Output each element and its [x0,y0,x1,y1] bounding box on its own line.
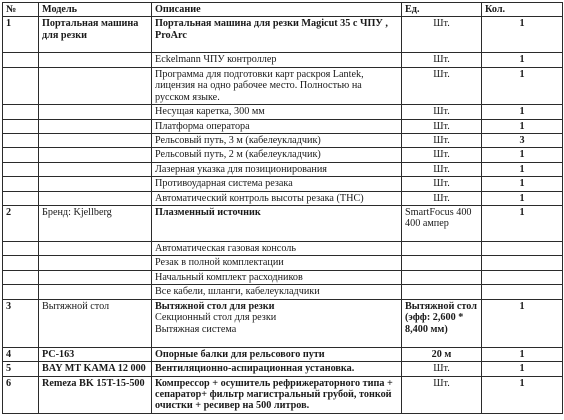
row-qty: 1 [482,177,563,191]
table-row [3,148,563,162]
row-qty [482,270,563,284]
table-row [3,191,563,205]
row-description: Eckelmann ЧПУ контроллер [152,53,402,67]
row-description: Компрессор + осушитель рефрижераторного типа + сепаратор+ фильтр магистральный грубой, тонкой очистки + ресивер на 500 литров. [152,376,402,413]
row-description: Автоматическая газовая консоль [152,242,402,256]
row-no: 3 [3,299,39,347]
row-qty: 1 [482,148,563,162]
table-row [3,270,563,284]
row-no: 2 [3,206,39,242]
row-model [39,285,152,299]
table-row [3,242,563,256]
row-model [39,133,152,147]
row-description: Все кабели, шланги, кабелеукладчики [152,285,402,299]
row-qty: 1 [482,191,563,205]
header-unit: Ед. [402,3,482,17]
row-no [3,162,39,176]
row-unit: Шт. [402,362,482,376]
row-description-title: Вытяжной стол для резки [155,300,275,312]
row-model [39,177,152,191]
table-row [3,162,563,176]
row-description [152,299,402,347]
row-unit: Шт. [402,376,482,413]
header-qty: Кол. [482,3,563,17]
row-unit: Шт. [402,133,482,147]
table-row [3,53,563,67]
table-header-row [3,3,563,17]
row-unit: Шт. [402,162,482,176]
row-qty [482,242,563,256]
row-no [3,105,39,119]
row-unit [402,256,482,270]
row-unit [402,285,482,299]
row-model: Портальная машина для резки [39,17,152,53]
table-row [3,256,563,270]
row-unit: Шт. [402,105,482,119]
table-row [3,105,563,119]
row-no [3,256,39,270]
row-model: PC-163 [39,347,152,361]
row-description: Автоматический контроль высоты резака (THC) [152,191,402,205]
header-description: Описание [152,3,402,17]
table-row [3,17,563,53]
row-qty: 1 [482,17,563,53]
row-description: Портальная машина для резки Magicut 35 с ЧПУ , ProArc [152,17,402,53]
row-model [39,148,152,162]
row-unit: Шт. [402,119,482,133]
row-no [3,148,39,162]
table-row [3,376,563,413]
row-description: Опорные балки для рельсового пути [152,347,402,361]
row-qty: 1 [482,362,563,376]
row-qty: 1 [482,53,563,67]
row-model [39,119,152,133]
row-description: Лазерная указка для позиционирования [152,162,402,176]
row-unit: Шт. [402,53,482,67]
row-unit: SmartFocus 400 400 ампер [402,206,482,242]
equipment-spec-table [2,2,563,414]
row-description: Несущая каретка, 300 мм [152,105,402,119]
row-model [39,191,152,205]
row-no [3,285,39,299]
table-row [3,67,563,104]
row-model: Вытяжной стол [39,299,152,347]
header-no: № [3,3,39,17]
table-row [3,347,563,361]
row-description: Рельсовый путь, 3 м (кабелеукладчик) [152,133,402,147]
table-row [3,119,563,133]
row-description-extra: Секционный стол для резки Вытяжная система [155,312,277,335]
table-row [3,362,563,376]
row-unit: Шт. [402,177,482,191]
row-qty: 1 [482,347,563,361]
row-model [39,67,152,104]
row-qty [482,285,563,299]
row-model [39,256,152,270]
row-no [3,270,39,284]
row-description: Рельсовый путь, 2 м (кабелеукладчик) [152,148,402,162]
row-description: Противоударная система резака [152,177,402,191]
row-no: 4 [3,347,39,361]
row-model [39,242,152,256]
row-unit [402,270,482,284]
row-no [3,177,39,191]
table-row [3,133,563,147]
row-unit: Шт. [402,67,482,104]
row-model: Remeza BK 15T-15-500 [39,376,152,413]
row-qty: 1 [482,299,563,347]
row-no: 6 [3,376,39,413]
row-description: Резак в полной комплектации [152,256,402,270]
row-description: Вентиляционно-аспирационная установка. [152,362,402,376]
row-no [3,67,39,104]
row-no [3,119,39,133]
table-row [3,299,563,347]
row-qty: 1 [482,206,563,242]
table-row [3,177,563,191]
row-qty: 3 [482,133,563,147]
row-no [3,242,39,256]
row-no [3,191,39,205]
row-description: Начальный комплект расходников [152,270,402,284]
row-no: 1 [3,17,39,53]
row-description: Программа для подготовки карт раскроя Lantek, лицензия на одно рабочее место. Полностью на русском языке. [152,67,402,104]
row-qty: 1 [482,67,563,104]
row-model [39,270,152,284]
row-unit: 20 м [402,347,482,361]
row-unit: Шт. [402,17,482,53]
row-model [39,53,152,67]
row-description: Плазменный источник [152,206,402,242]
row-model: Бренд: Kjellberg [39,206,152,242]
table-row [3,285,563,299]
row-qty: 1 [482,105,563,119]
row-qty: 1 [482,376,563,413]
row-no [3,53,39,67]
row-model [39,105,152,119]
row-qty: 1 [482,119,563,133]
row-qty [482,256,563,270]
row-unit: Шт. [402,148,482,162]
row-qty: 1 [482,162,563,176]
row-model: BAY MT KAMA 12 000 [39,362,152,376]
row-description: Платформа оператора [152,119,402,133]
header-model: Модель [39,3,152,17]
table-row [3,206,563,242]
row-unit: Шт. [402,191,482,205]
row-unit [402,242,482,256]
row-no [3,133,39,147]
row-unit: Вытяжной стол (эфф: 2,600 * 8,400 мм) [402,299,482,347]
row-model [39,162,152,176]
row-no: 5 [3,362,39,376]
